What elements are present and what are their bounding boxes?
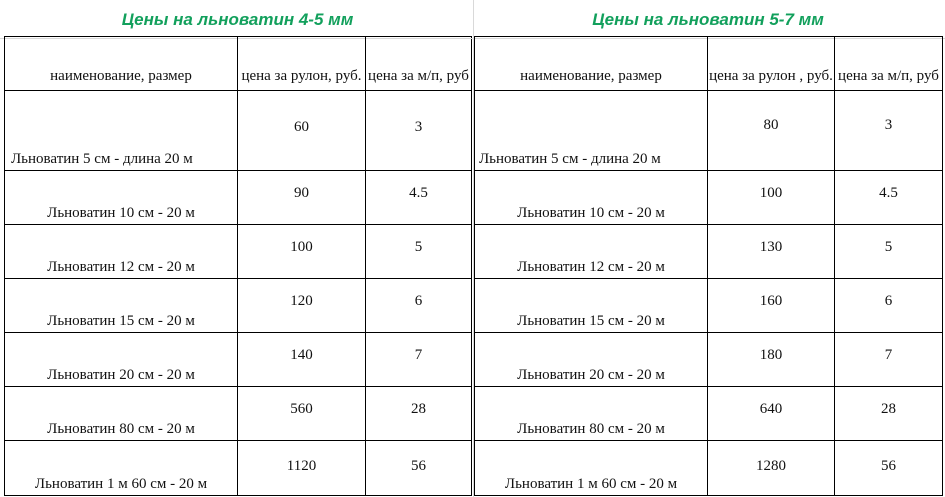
column-header-roll-price: цена за рулон , руб.: [708, 37, 835, 91]
column-header-name: наименование, размер: [475, 37, 708, 91]
column-header-meter-price: цена за м/п, руб: [366, 37, 472, 91]
meter-price: 5: [366, 225, 472, 279]
meter-price: 4.5: [366, 171, 472, 225]
meter-price: 6: [366, 279, 472, 333]
roll-price: 60: [238, 91, 366, 171]
roll-price: 1280: [708, 441, 835, 496]
table-title: Цены на льноватин 4-5 мм: [0, 0, 475, 39]
product-name: Льноватин 20 см - 20 м: [475, 333, 708, 387]
product-name: Льноватин 15 см - 20 м: [5, 279, 238, 333]
price-sheet-5-7mm: [471, 0, 945, 497]
meter-price: 6: [835, 279, 943, 333]
roll-price: 1120: [238, 441, 366, 496]
table-row: [475, 333, 943, 387]
column-header-name: наименование, размер: [5, 37, 238, 91]
table-row: [5, 387, 472, 441]
product-name: Льноватин 12 см - 20 м: [475, 225, 708, 279]
product-name: Льноватин 1 м 60 см - 20 м: [5, 441, 238, 496]
price-table: [4, 36, 472, 496]
roll-price: 180: [708, 333, 835, 387]
product-name: Льноватин 10 см - 20 м: [5, 171, 238, 225]
meter-price: 28: [366, 387, 472, 441]
table-header-row: [475, 37, 943, 91]
roll-price: 640: [708, 387, 835, 441]
product-name: Льноватин 1 м 60 см - 20 м: [475, 441, 708, 496]
roll-price: 160: [708, 279, 835, 333]
table-row: [5, 333, 472, 387]
column-header-meter-price: цена за м/п, руб: [835, 37, 943, 91]
meter-price: 3: [366, 91, 472, 171]
column-header-roll-price: цена за рулон, руб.: [238, 37, 366, 91]
table-row: [475, 171, 943, 225]
roll-price: 90: [238, 171, 366, 225]
meter-price: 56: [366, 441, 472, 496]
table-row: [5, 279, 472, 333]
roll-price: 560: [238, 387, 366, 441]
table-row: [475, 225, 943, 279]
product-name: Льноватин 80 см - 20 м: [475, 387, 708, 441]
roll-price: 100: [708, 171, 835, 225]
meter-price: 56: [835, 441, 943, 496]
roll-price: 120: [238, 279, 366, 333]
product-name: Льноватин 15 см - 20 м: [475, 279, 708, 333]
product-name: Льноватин 10 см - 20 м: [475, 171, 708, 225]
table-row: [5, 441, 472, 496]
table-row: [475, 279, 943, 333]
meter-price: 3: [835, 91, 943, 171]
table-row: [5, 91, 472, 171]
roll-price: 140: [238, 333, 366, 387]
table-row: [475, 91, 943, 171]
roll-price: 130: [708, 225, 835, 279]
table-header-row: [5, 37, 472, 91]
table-row: [475, 387, 943, 441]
meter-price: 4.5: [835, 171, 943, 225]
product-name: Льноватин 20 см - 20 м: [5, 333, 238, 387]
product-name: Льноватин 5 см - длина 20 м: [475, 91, 708, 171]
price-table: [474, 36, 943, 496]
meter-price: 7: [366, 333, 472, 387]
meter-price: 28: [835, 387, 943, 441]
table-row: [475, 441, 943, 496]
meter-price: 7: [835, 333, 943, 387]
table-row: [5, 225, 472, 279]
product-name: Льноватин 80 см - 20 м: [5, 387, 238, 441]
roll-price: 80: [708, 91, 835, 171]
product-name: Льноватин 12 см - 20 м: [5, 225, 238, 279]
product-name: Льноватин 5 см - длина 20 м: [5, 91, 238, 171]
table-row: [5, 171, 472, 225]
table-title: Цены на льноватин 5-7 мм: [471, 0, 945, 39]
meter-price: 5: [835, 225, 943, 279]
roll-price: 100: [238, 225, 366, 279]
